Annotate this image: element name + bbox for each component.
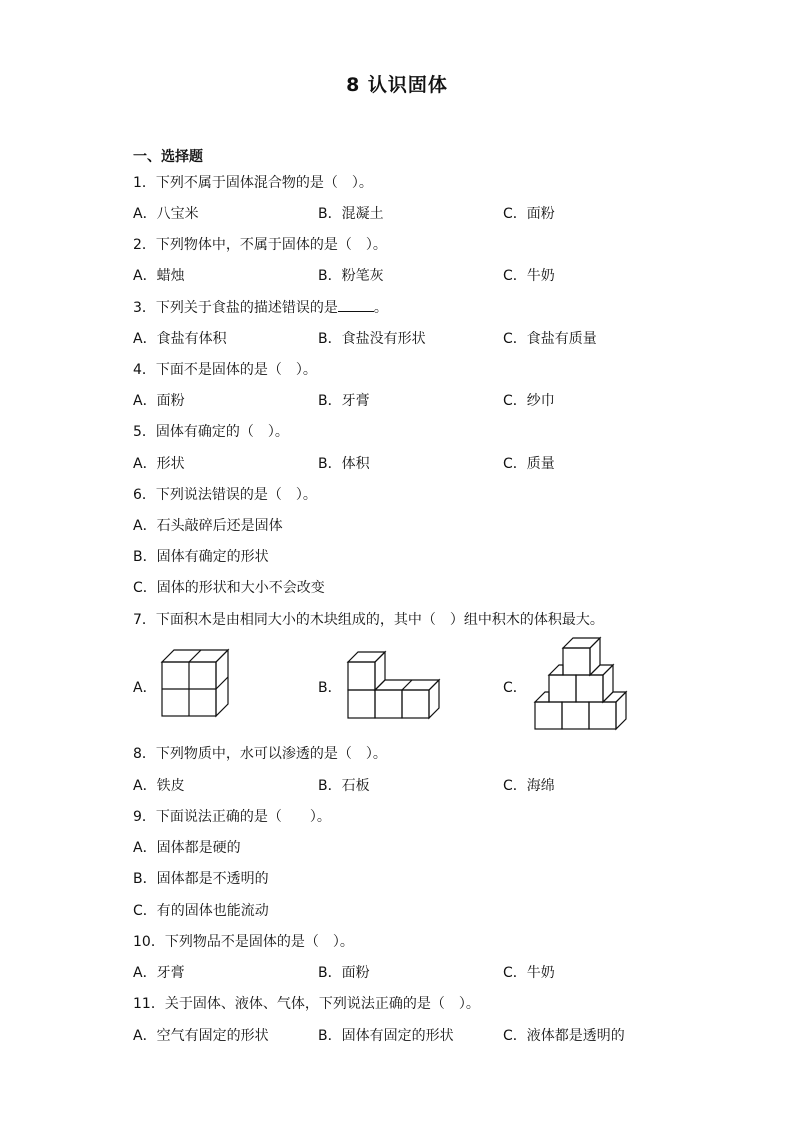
question-11: 11．关于固体、液体、气体，下列说法正确的是（ ）。	[133, 996, 480, 1012]
q7-option-b: B．	[318, 680, 342, 696]
q4-option-b: B．牙膏	[318, 393, 370, 409]
q9-option-c: C．有的固体也能流动	[133, 903, 269, 919]
q5-option-a: A．形状	[133, 456, 185, 472]
q10-option-b: B．面粉	[318, 965, 370, 981]
q7-option-c: C．	[503, 680, 527, 696]
question-5: 5．固体有确定的（ ）。	[133, 424, 289, 440]
q1-option-a: A．八宝米	[133, 206, 199, 222]
q1-option-c: C．面粉	[503, 206, 555, 222]
q11-option-b: B．固体有固定的形状	[318, 1028, 454, 1044]
q2-option-a: A．蜡烛	[133, 268, 185, 284]
q5-option-c: C．质量	[503, 456, 555, 472]
q6-option-c: C．固体的形状和大小不会改变	[133, 580, 325, 596]
question-8: 8．下列物质中，水可以渗透的是（ ）。	[133, 746, 387, 762]
question-1: 1．下列不属于固体混合物的是（ ）。	[133, 175, 373, 191]
q8-option-a: A．铁皮	[133, 778, 185, 794]
question-3	[133, 297, 388, 317]
question-2: 2．下列物体中，不属于固体的是（ ）。	[133, 237, 387, 253]
q2-option-b: B．粉笔灰	[318, 268, 384, 284]
q9-option-b: B．固体都是不透明的	[133, 871, 269, 887]
q8-option-c: C．海绵	[503, 778, 555, 794]
question-3-text: 3．下列关于食盐的描述错误的是	[133, 300, 338, 316]
question-6: 6．下列说法错误的是（ ）。	[133, 487, 317, 503]
q3-option-b: B．食盐没有形状	[318, 331, 426, 347]
page-title: 8 认识固体	[346, 74, 448, 96]
q10-option-c: C．牛奶	[503, 965, 555, 981]
q3-option-a: A．食盐有体积	[133, 331, 227, 347]
q4-option-a: A．面粉	[133, 393, 185, 409]
question-9: 9．下面说法正确的是（ ）。	[133, 809, 331, 825]
q6-option-a: A．石头敲碎后还是固体	[133, 518, 283, 534]
question-7: 7．下面积木是由相同大小的木块组成的，其中（ ）组中积木的体积最大。	[133, 612, 604, 628]
block-figure-c	[533, 634, 631, 732]
q10-option-a: A．牙膏	[133, 965, 185, 981]
q6-option-b: B．固体有确定的形状	[133, 549, 269, 565]
q9-option-a: A．固体都是硬的	[133, 840, 241, 856]
q1-option-b: B．混凝土	[318, 206, 384, 222]
q8-option-b: B．石板	[318, 778, 370, 794]
q11-option-a: A．空气有固定的形状	[133, 1028, 269, 1044]
q5-option-b: B．体积	[318, 456, 370, 472]
answer-blank	[338, 299, 374, 312]
block-figure-a	[160, 646, 232, 720]
q11-option-c: C．液体都是透明的	[503, 1028, 625, 1044]
q7-option-a: A．	[133, 680, 157, 696]
q2-option-c: C．牛奶	[503, 268, 555, 284]
question-10: 10．下列物品不是固体的是（ ）。	[133, 934, 354, 950]
question-3-end: 。	[373, 300, 388, 316]
section-heading: 一、选择题	[133, 149, 203, 165]
block-figure-b	[346, 648, 444, 720]
question-4: 4．下面不是固体的是（ ）。	[133, 362, 317, 378]
q4-option-c: C．纱巾	[503, 393, 555, 409]
q3-option-c: C．食盐有质量	[503, 331, 597, 347]
